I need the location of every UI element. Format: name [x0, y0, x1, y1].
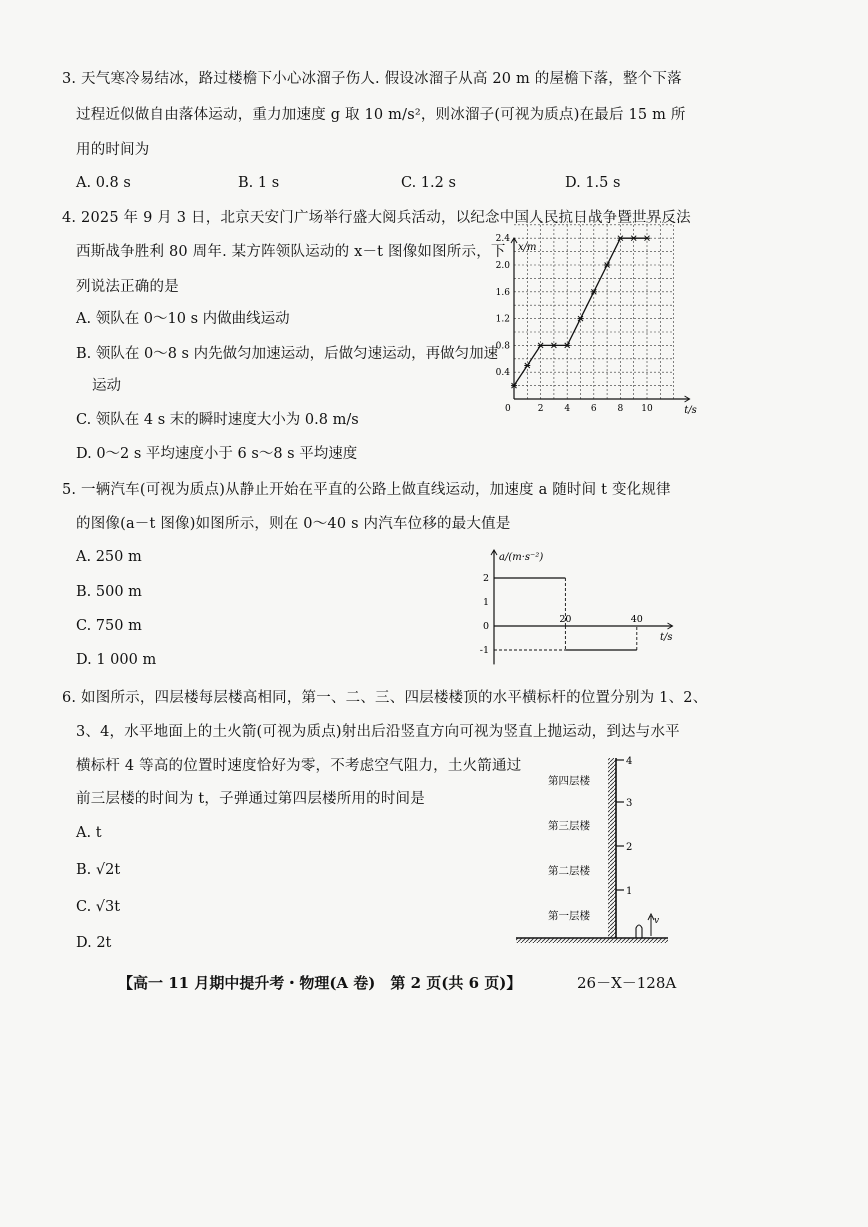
q5-option-b: B. 500 m [76, 584, 142, 600]
q5-stem-line-1: 5. 一辆汽车(可视为质点)从静止开始在平直的公路上做直线运动，加速度 a 随时间 t 变化规律 [62, 482, 671, 498]
at-y-tick-label: 0 [482, 621, 489, 632]
xt-y-tick-label: 1.2 [495, 314, 510, 325]
at-x-tick-label: 40 [630, 614, 643, 625]
q6-stem-line-3: 横标杆 4 等高的位置时速度恰好为零，不考虑空气阻力，土火箭通过 [76, 758, 522, 774]
at-y-tick-label: 1 [482, 597, 489, 608]
xt-x-label: t/s [684, 405, 697, 416]
q4-option-a: A. 领队在 0～10 s 内做曲线运动 [76, 311, 290, 327]
q6-stem-line-1: 6. 如图所示，四层楼每层楼高相同，第一、二、三、四层楼楼顶的水平横标杆的位置分别为 1、2、 [62, 690, 708, 706]
q4-option-b-cont: 运动 [92, 378, 121, 394]
q3-option-a: A. 0.8 s [76, 175, 131, 191]
q6-stem-line-4: 前三层楼的时间为 t，子弹通过第四层楼所用的时间是 [76, 791, 425, 807]
q6-stem-line-2: 3、4，水平地面上的土火箭(可视为质点)射出后沿竖直方向可视为竖直上抛运动，到达与水平 [76, 724, 680, 740]
q4-stem-line-2: 西斯战争胜利 80 周年. 某方阵领队运动的 x－t 图像如图所示，下 [76, 244, 506, 260]
at-axes [491, 550, 673, 664]
xt-data-point [631, 236, 637, 241]
marker-label-1: 1 [626, 886, 633, 897]
page-code: 26－X－128A [577, 974, 677, 992]
marker-label-3: 3 [626, 798, 633, 809]
at-y-tick-label: 2 [482, 573, 489, 584]
at-y-label: a/(m·s⁻²) [499, 552, 544, 563]
xt-x-tick-label: 8 [617, 404, 624, 414]
q3-stem-line-3: 用的时间为 [76, 142, 150, 158]
ground-hatch [516, 938, 668, 943]
q3-option-d: D. 1.5 s [565, 175, 621, 191]
xt-data-point [551, 343, 557, 348]
at-series [494, 578, 637, 650]
q6-option-d: D. 2t [76, 935, 112, 951]
xt-axes [511, 238, 690, 402]
building-diagram [510, 750, 675, 945]
q3-option-b: B. 1 s [238, 175, 280, 191]
q5-option-c: C. 750 m [76, 618, 142, 634]
q6-option-b: B. √2t [76, 862, 121, 878]
xt-x-tick-label: 2 [537, 404, 544, 414]
floor-label-3: 第三层楼 [548, 820, 590, 832]
q5-option-a: A. 250 m [76, 549, 142, 565]
xt-data-point [578, 316, 584, 321]
xt-y-tick-label: 1.6 [495, 287, 510, 298]
xt-data-point [564, 343, 570, 348]
xt-ticks [496, 234, 697, 416]
xt-y-tick-label: 2.0 [495, 261, 510, 271]
xt-y-label: x/m [518, 242, 537, 253]
xt-data-point [524, 363, 530, 368]
q4-option-b: B. 领队在 0～8 s 内先做匀加速运动，后做匀速运动，再做匀加速 [76, 346, 499, 362]
xt-data-point [644, 236, 650, 241]
xt-y-tick-label: 0.4 [495, 368, 510, 379]
q3-stem-line-1: 3. 天气寒冷易结冰，路过楼檐下小心冰溜子伤人. 假设冰溜子从高 20 m 的屋檐下落，整个下落 [62, 71, 682, 87]
rocket-icon [636, 925, 642, 938]
floor-label-2: 第二层楼 [548, 865, 590, 877]
velocity-label: v [654, 916, 660, 926]
wall-hatch [608, 758, 616, 938]
xt-x-tick-label: 6 [590, 404, 597, 414]
q4-option-d: D. 0～2 s 平均速度小于 6 s～8 s 平均速度 [76, 446, 358, 462]
floor-label-4: 第四层楼 [548, 775, 590, 787]
at-graph [472, 542, 677, 672]
xt-x-tick-label: 4 [564, 404, 571, 414]
q6-option-c: C. √3t [76, 899, 121, 915]
q5-option-d: D. 1 000 m [76, 652, 157, 668]
floor-label-1: 第一层楼 [548, 910, 590, 922]
at-ticks [480, 552, 673, 656]
q5-stem-line-2: 的图像(a－t 图像)如图所示，则在 0～40 s 内汽车位移的最大值是 [76, 516, 511, 532]
xt-origin-label: 0 [505, 404, 511, 414]
q3-stem-line-2: 过程近似做自由落体运动，重力加速度 g 取 10 m/s²，则冰溜子(可视为质点)在最后 15 m 所 [76, 107, 686, 123]
xt-y-tick-label: 2.4 [495, 234, 510, 245]
q6-option-a: A. t [76, 825, 102, 841]
xt-y-tick-label: 0.8 [495, 341, 510, 352]
page-footer: 【高一 11 月期中提升考・物理(A 卷) 第 2 页(共 6 页)】 [118, 974, 522, 992]
xt-x-tick-label: 10 [641, 404, 653, 414]
q4-stem-line-3: 列说法正确的是 [76, 279, 179, 295]
q4-option-c: C. 领队在 4 s 末的瞬时速度大小为 0.8 m/s [76, 412, 359, 428]
xt-graph [478, 232, 697, 417]
at-y-tick-label: -1 [479, 645, 489, 656]
marker-label-4: 4 [626, 756, 633, 767]
at-x-tick-label: 20 [559, 614, 572, 625]
xt-data-point [538, 343, 544, 348]
xt-series-line [514, 238, 647, 385]
xt-data-point [617, 236, 623, 241]
q3-option-c: C. 1.2 s [401, 175, 456, 191]
xt-grid [514, 218, 674, 399]
marker-label-2: 2 [626, 842, 633, 853]
q4-stem-line-1: 4. 2025 年 9 月 3 日，北京天安门广场举行盛大阅兵活动，以纪念中国人民抗日战争暨世界反法 [62, 210, 691, 226]
at-x-label: t/s [660, 632, 673, 643]
